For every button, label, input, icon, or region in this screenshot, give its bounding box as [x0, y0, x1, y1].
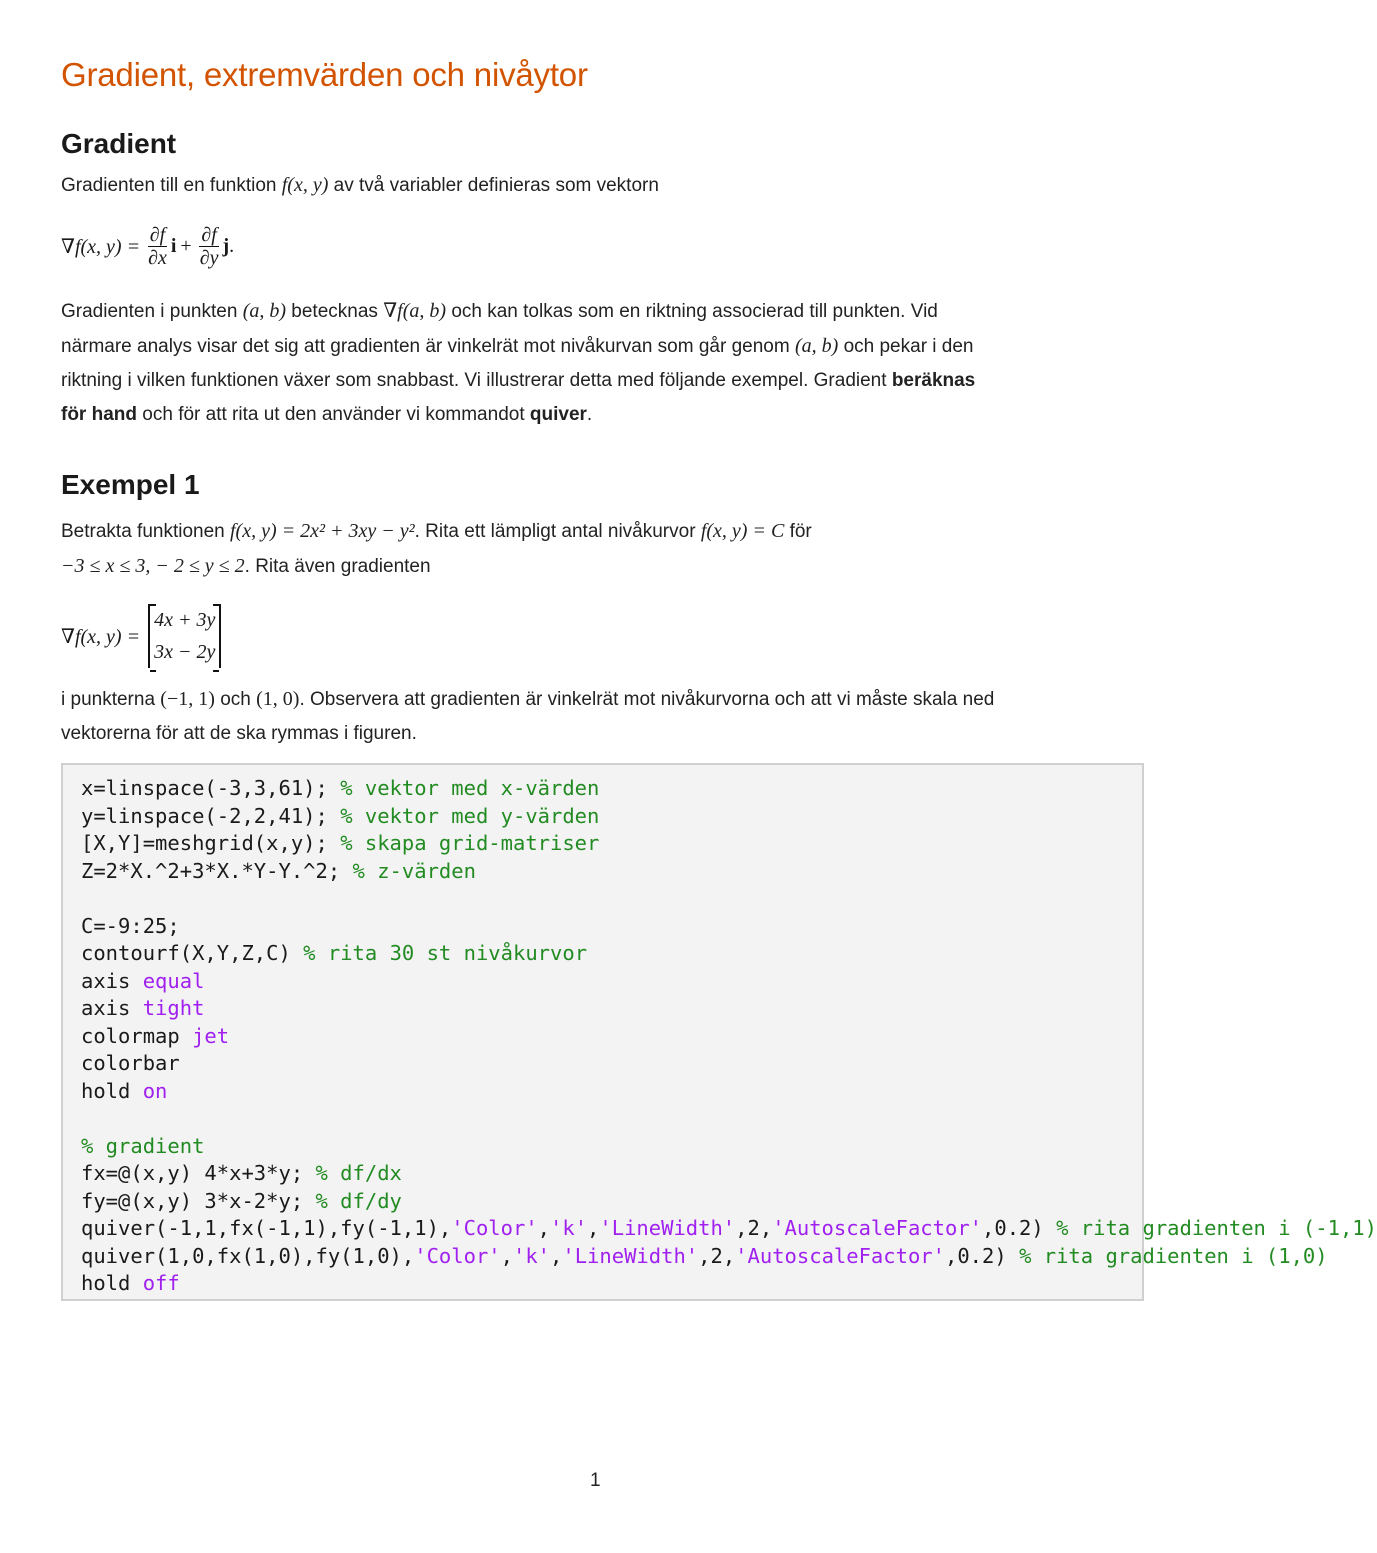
code-text: fx=@(x,y) 4*x+3*y;	[81, 1161, 316, 1185]
code-line	[81, 913, 1142, 941]
text: och för att rita ut den använder vi kommandot	[142, 404, 525, 425]
frac-num: ∂f	[201, 224, 217, 246]
text: Gradienten i punkten	[61, 301, 238, 322]
text: . Rita ett lämpligt antal nivåkurvor	[414, 521, 696, 542]
code-string: 'LineWidth'	[562, 1243, 699, 1268]
math-level: f(x, y) = C	[700, 520, 785, 542]
code-text: quiver(1,0,fx(1,0),fy(1,0),	[81, 1243, 415, 1268]
code-text: quiver(-1,1,fx(-1,1),fy(-1,1),	[81, 1216, 452, 1240]
code-text: hold	[81, 1271, 143, 1295]
text: betecknas	[291, 301, 378, 322]
code-line	[81, 830, 1142, 858]
code-line	[81, 1243, 1328, 1271]
text: närmare analys visar det sig att gradienten är vinkelrät mot nivåkurvan som går genom	[61, 336, 790, 357]
line	[61, 364, 1141, 398]
code-line	[81, 1133, 1142, 1161]
vector-row-2: 3x − 2y	[154, 641, 216, 663]
code-text: ,2,	[735, 1216, 773, 1240]
gradient-vector-equation	[61, 604, 221, 668]
text: vektorerna för att de ska rymmas i figuren.	[61, 723, 417, 744]
code-text: C=-9:25;	[81, 913, 180, 938]
text: och kan tolkas som en riktning associerad till punkten. Vid	[451, 301, 938, 322]
fraction-df-dy	[198, 224, 221, 269]
code-line	[81, 885, 1142, 913]
code-comment: % rita gradienten i (1,0)	[1019, 1243, 1328, 1268]
code-comment: % rita 30 st nivåkurvor	[303, 941, 588, 965]
text: och pekar i den	[843, 336, 974, 357]
math-range: −3 ≤ x ≤ 3, − 2 ≤ y ≤ 2	[61, 555, 245, 577]
code-keyword: equal	[142, 968, 205, 993]
gradient-explanation	[61, 294, 1141, 432]
eq-period: .	[229, 235, 235, 257]
math-ab: (a, b)	[794, 335, 839, 357]
code-text: colorbar	[81, 1051, 180, 1075]
intro-text: Gradienten till en funktion	[61, 175, 277, 196]
line	[61, 329, 1141, 364]
math-function: f(x, y) = 2x² + 3xy − y²	[230, 520, 415, 542]
frac-den: ∂x	[148, 247, 167, 269]
code-line	[81, 1270, 1142, 1298]
line	[61, 682, 1141, 717]
text: och	[220, 689, 251, 710]
plus-sign: +	[180, 235, 192, 257]
bold-text: för hand	[61, 404, 137, 425]
code-comment: % gradient	[81, 1133, 205, 1158]
code-text: Z=2*X.^2+3*X.*Y-Y.^2;	[81, 858, 353, 883]
math-fxy: f(x, y)	[281, 174, 329, 196]
code-text: ,0.2)	[945, 1243, 1020, 1268]
code-line	[81, 858, 1142, 886]
code-text: fy=@(x,y) 3*x-2*y;	[81, 1188, 316, 1213]
code-text: axis	[81, 968, 143, 993]
math-point: (−1, 1)	[160, 688, 215, 710]
text: riktning i vilken funktionen växer som snabbast. Vi illustrerar detta med följande exempel. Gradient	[61, 370, 887, 391]
unit-vector-i: i	[170, 235, 177, 257]
code-string: 'k'	[513, 1243, 551, 1268]
code-keyword: off	[142, 1271, 180, 1295]
code-comment: % vektor med x-värden	[340, 776, 600, 800]
frac-num: ∂f	[149, 224, 166, 246]
frac-den: ∂y	[199, 247, 219, 269]
column-vector	[148, 604, 221, 668]
math-point: (1, 0)	[256, 688, 300, 710]
code-text: [X,Y]=meshgrid(x,y);	[81, 831, 341, 855]
code-text: ,0.2)	[982, 1216, 1057, 1240]
math-ab: (a, b)	[242, 300, 287, 322]
bold-command: quiver	[529, 404, 587, 425]
code-string: 'LineWidth'	[599, 1216, 736, 1240]
bold-text: beräknas	[891, 370, 976, 391]
fraction-df-dx	[146, 224, 169, 269]
line	[61, 294, 1141, 329]
code-block[interactable]	[61, 763, 1377, 1301]
code-line	[81, 1105, 1142, 1133]
code-string: 'Color'	[451, 1216, 538, 1240]
code-line	[81, 775, 1142, 803]
text: i punkterna	[61, 689, 156, 710]
code-comment: % skapa grid-matriser	[340, 831, 600, 855]
code-text: colormap	[81, 1023, 193, 1048]
intro-text-end: av två variabler definieras som vektorn	[333, 175, 659, 196]
code-line	[81, 968, 1142, 996]
gradient-intro	[61, 168, 1141, 203]
code-line	[81, 1050, 1142, 1078]
section-heading-exempel: Exempel 1	[61, 469, 200, 500]
code-line	[81, 1188, 1142, 1216]
eq-lhs: ∇f(x, y) =	[61, 625, 141, 648]
text: . Rita även gradienten	[244, 556, 431, 577]
code-comment: % vektor med y-värden	[340, 803, 600, 828]
unit-vector-j: j	[222, 235, 230, 257]
code-keyword: jet	[192, 1023, 230, 1048]
code-string: 'k'	[550, 1216, 588, 1240]
code-line	[81, 1023, 1142, 1051]
code-keyword: on	[142, 1078, 168, 1103]
code-line	[81, 803, 1142, 831]
text: Betrakta funktionen	[61, 521, 225, 542]
math-grad-ab: ∇f(a, b)	[383, 300, 447, 322]
code-comment: % df/dy	[315, 1188, 402, 1213]
code-comment: % df/dx	[315, 1161, 402, 1185]
vector-row-1: 4x + 3y	[154, 609, 216, 631]
code-keyword: tight	[142, 996, 205, 1020]
code-string: 'AutoscaleFactor'	[772, 1216, 983, 1240]
text: . Observera att gradienten är vinkelrät mot nivåkurvorna och att vi måste skala ned	[299, 689, 995, 710]
text: för	[789, 521, 812, 542]
code-comment: % z-värden	[352, 858, 476, 883]
example-description	[61, 514, 1141, 584]
code-text: hold	[81, 1078, 143, 1103]
code-string: 'AutoscaleFactor'	[735, 1243, 945, 1268]
code-text: ,	[537, 1216, 551, 1240]
code-string: 'Color'	[414, 1243, 501, 1268]
line	[61, 549, 1141, 584]
code-line	[81, 1215, 1377, 1243]
eq-lhs: ∇f(x, y) =	[61, 236, 141, 258]
code-text: ,2,	[698, 1243, 736, 1268]
text: .	[586, 404, 593, 425]
code-text: contourf(X,Y,Z,C)	[81, 941, 304, 965]
code-comment: % rita gradienten i (-1,1)	[1056, 1216, 1377, 1240]
code-text: ,	[587, 1216, 600, 1240]
code-text: ,	[500, 1243, 513, 1268]
line	[61, 717, 1141, 751]
code-line	[81, 995, 1142, 1023]
page-title: Gradient, extremvärden och nivåytor	[61, 56, 588, 93]
code-line	[81, 1078, 1142, 1106]
code-text: x=linspace(-3,3,61);	[81, 776, 341, 800]
section-heading-gradient: Gradient	[61, 128, 177, 159]
example-points	[61, 682, 1141, 751]
gradient-equation	[61, 224, 234, 269]
code-line	[81, 1160, 1142, 1188]
code-text: y=linspace(-2,2,41);	[81, 803, 341, 828]
code-line	[81, 940, 1142, 968]
line	[61, 514, 1141, 549]
line	[61, 398, 1141, 432]
code-text: axis	[81, 996, 143, 1020]
page-number: 1	[590, 1470, 601, 1491]
code-text: ,	[550, 1243, 563, 1268]
